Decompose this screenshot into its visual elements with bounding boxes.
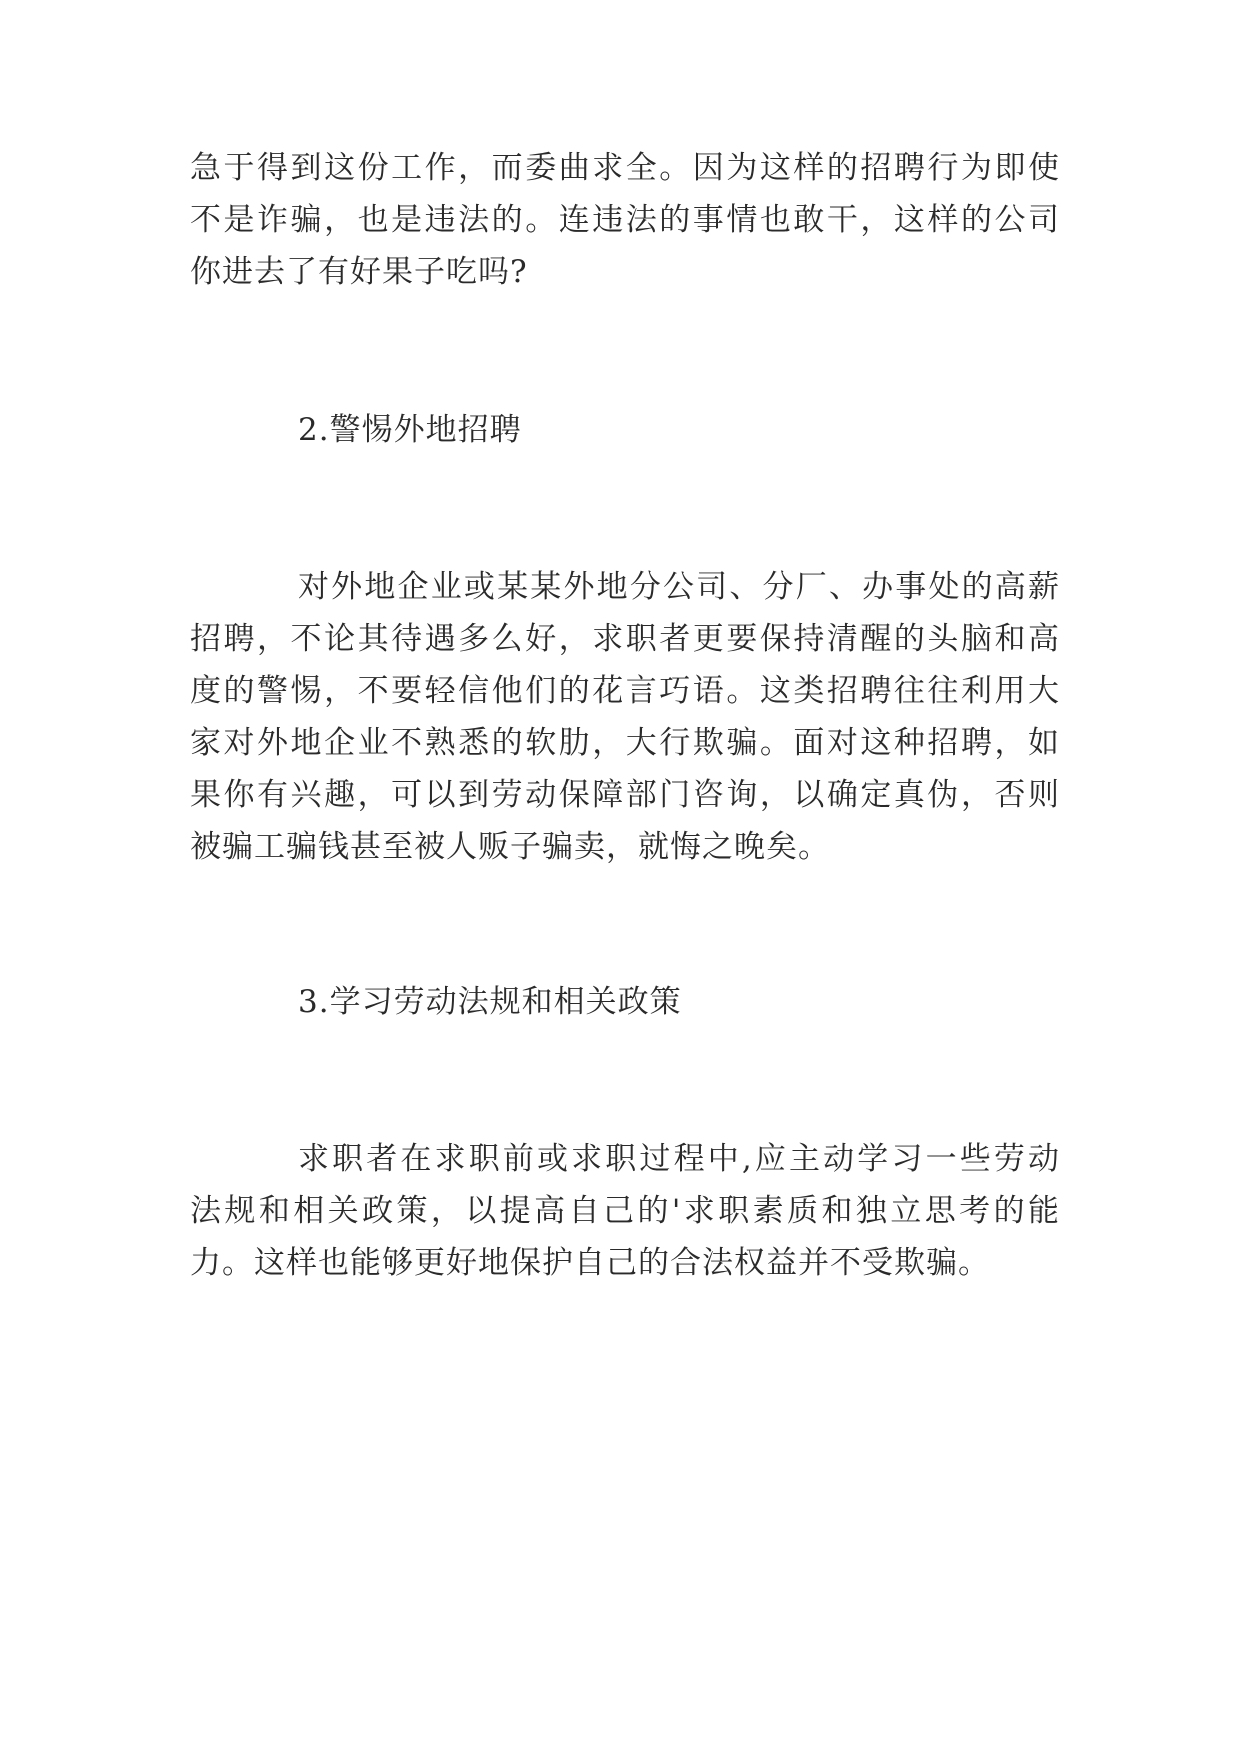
paragraph-line: 对外地企业或某某外地分公司、分厂、办事处的高薪: [298, 569, 1060, 605]
paragraph-line: 法规和相关政策，以提高自己的'求职素质和独立思考的能: [190, 1193, 1060, 1229]
paragraph-line: 度的警惕，不要轻信他们的花言巧语。这类招聘往往利用大: [190, 673, 1060, 709]
paragraph-line: 求职者在求职前或求职过程中,应主动学习一些劳动: [298, 1141, 1060, 1177]
paragraph-line: 急于得到这份工作，而委曲求全。因为这样的招聘行为即使: [190, 150, 1060, 186]
paragraph-line: 力。这样也能够更好地保护自己的合法权益并不受欺骗。: [190, 1245, 990, 1281]
paragraph-line: 果你有兴趣，可以到劳动保障部门咨询，以确定真伪，否则: [190, 777, 1060, 813]
paragraph-line: 招聘，不论其待遇多么好，求职者更要保持清醒的头脑和高: [190, 621, 1060, 657]
section-heading-2: 2.警惕外地招聘: [298, 412, 522, 448]
paragraph-line: 不是诈骗，也是违法的。连违法的事情也敢干，这样的公司: [190, 202, 1060, 238]
paragraph-line: 你进去了有好果子吃吗?: [190, 254, 528, 290]
paragraph-line: 被骗工骗钱甚至被人贩子骗卖，就悔之晚矣。: [190, 829, 830, 865]
paragraph-line: 家对外地企业不熟悉的软肋，大行欺骗。面对这种招聘，如: [190, 725, 1060, 761]
section-heading-3: 3.学习劳动法规和相关政策: [298, 984, 682, 1020]
